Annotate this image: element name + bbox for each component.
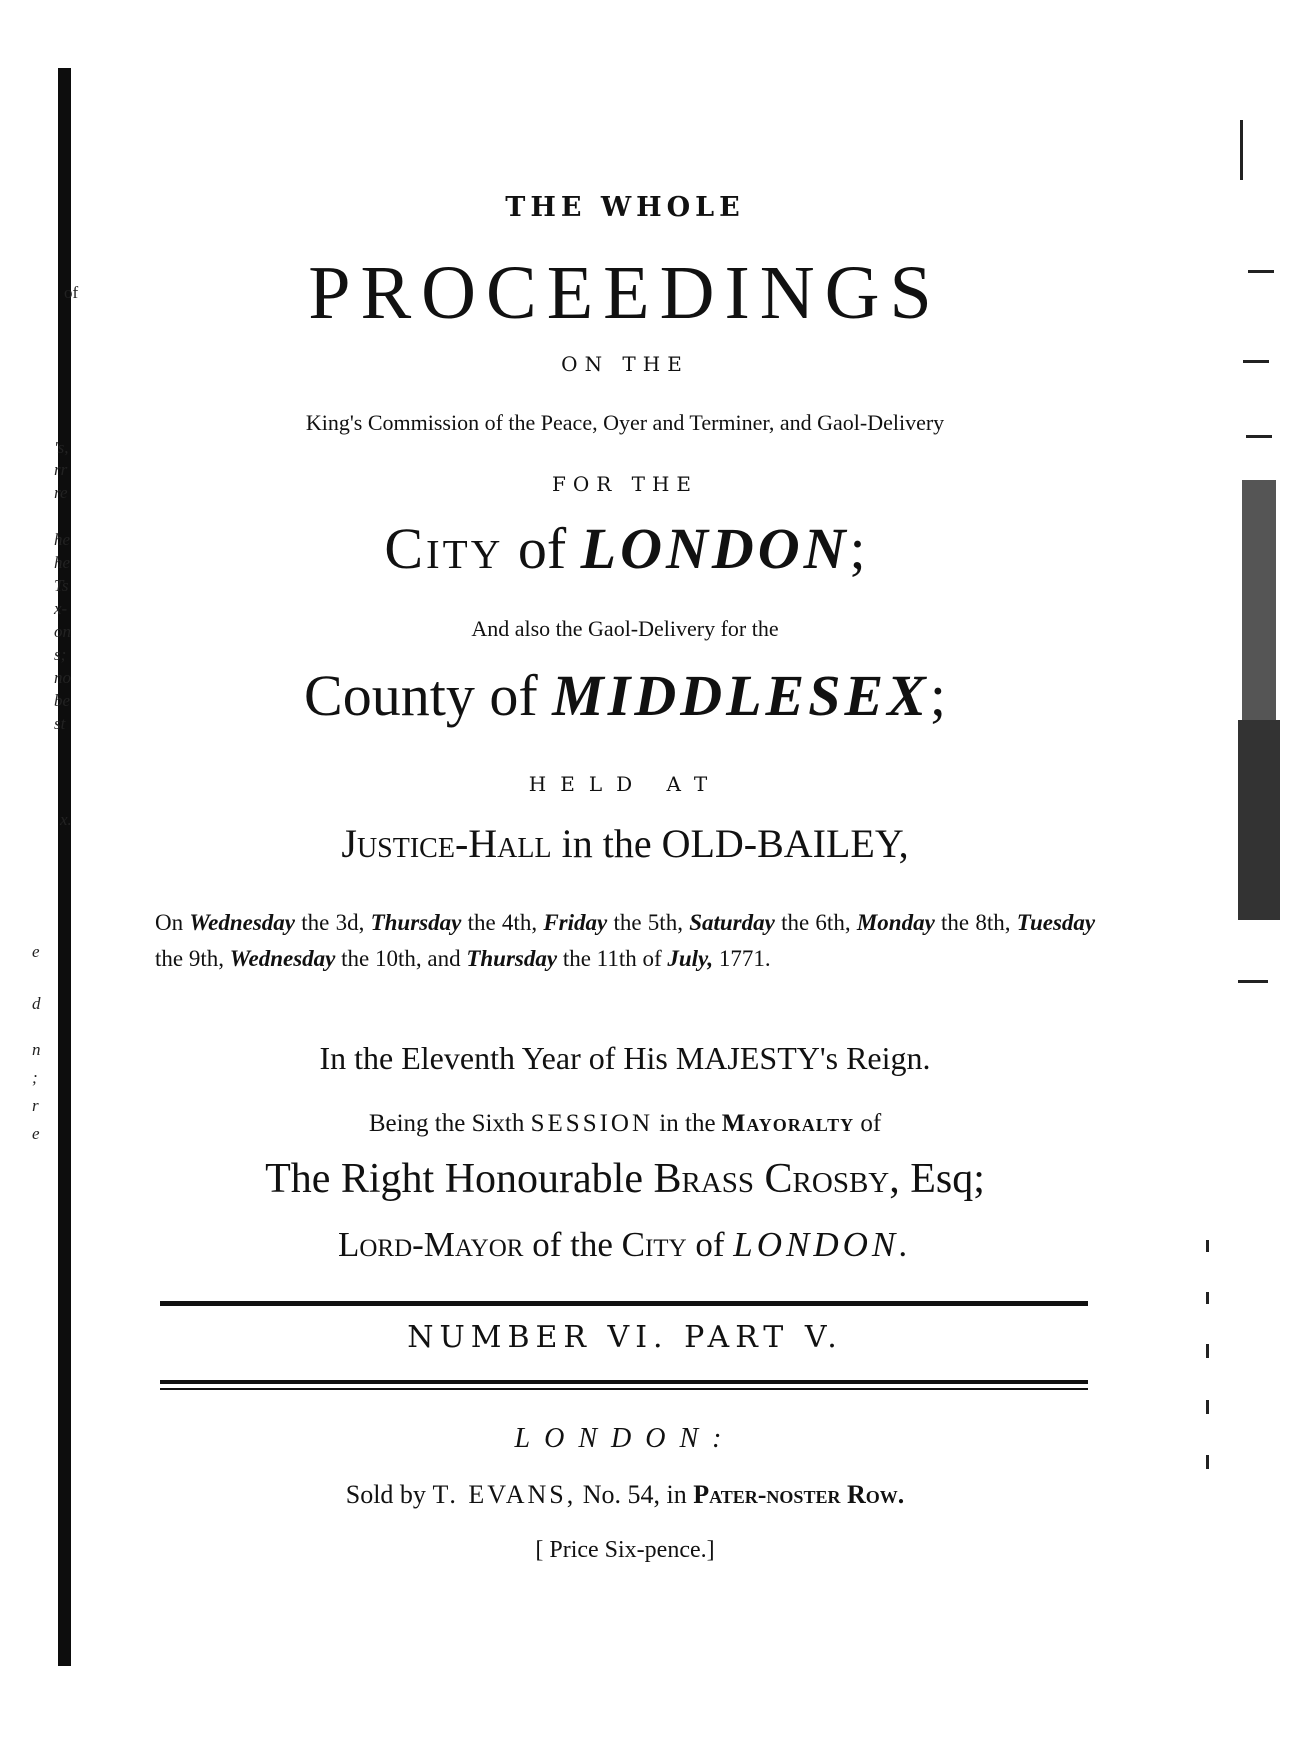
month-name: July, xyxy=(667,946,714,971)
day-name: Wednesday xyxy=(189,910,295,935)
top-rule xyxy=(160,1301,1088,1306)
justice-hall-line xyxy=(130,820,1120,867)
held-at-line: HELD AT xyxy=(528,772,722,796)
date-text: the 11th of xyxy=(562,946,662,971)
double-rule-thin xyxy=(160,1388,1088,1390)
edge-mark xyxy=(1238,980,1268,983)
session-text: in the xyxy=(659,1110,716,1137)
imprint-seller-line xyxy=(130,1480,1120,1510)
edge-mark xyxy=(1240,120,1243,180)
prev-page-fragment: x. xyxy=(60,810,72,829)
title-proceedings: PROCEEDINGS xyxy=(308,251,942,335)
session-text: of xyxy=(860,1110,882,1137)
date-text: the 6th, xyxy=(781,910,851,935)
imprint-text: Sold by xyxy=(345,1480,426,1509)
lord-text: of the xyxy=(532,1225,613,1264)
session-line xyxy=(130,1110,1120,1138)
prev-page-fragment: s; xyxy=(54,645,67,664)
edge-mark xyxy=(1206,1344,1209,1358)
prev-page-fragment: he xyxy=(54,530,71,549)
prev-page-fragment: re xyxy=(54,483,68,502)
double-rule-thick xyxy=(160,1380,1088,1384)
prev-page-fragment: ; xyxy=(32,1068,38,1087)
lord-mayor-word: Lord-Mayor xyxy=(337,1225,524,1264)
day-name: Saturday xyxy=(689,910,775,935)
of-word: of xyxy=(517,516,567,581)
prev-page-fragment: r xyxy=(32,1096,39,1115)
prev-page-fragment: he xyxy=(54,553,71,572)
edge-mark xyxy=(1206,1240,1209,1252)
mayor-name: Brass Crosby, xyxy=(653,1156,900,1202)
day-name: Wednesday xyxy=(229,946,336,971)
edge-mark xyxy=(1238,720,1280,920)
lord-text: of xyxy=(695,1225,725,1264)
county-middlesex-line xyxy=(130,662,1120,729)
session-word: SESSION xyxy=(530,1110,654,1137)
date-text: the 3d, xyxy=(301,910,365,935)
edge-mark xyxy=(1243,360,1269,363)
imprint-text: No. 54, in xyxy=(582,1480,687,1509)
prev-page-fragment: 's, xyxy=(54,438,69,457)
day-name: Monday xyxy=(856,910,935,935)
session-dates xyxy=(155,905,1095,977)
prev-page-fragment: e xyxy=(32,942,40,961)
next-page-edge xyxy=(1198,100,1278,1700)
day-name: Friday xyxy=(543,910,608,935)
price-line: [ Price Six-pence.] xyxy=(535,1537,715,1563)
prev-page-fragment: x- xyxy=(54,599,68,618)
seller-name: T. EVANS, xyxy=(432,1480,577,1509)
city-semicolon: ; xyxy=(849,516,866,581)
date-text: the 10th, and xyxy=(341,946,461,971)
prev-page-fragment: rr xyxy=(54,460,68,479)
title-line-whole: THE WHOLE xyxy=(505,192,745,223)
for-the-line: FOR THE xyxy=(551,472,699,496)
mayoralty-word: Mayoralty xyxy=(721,1110,855,1137)
date-text: the 5th, xyxy=(613,910,683,935)
city-word: City xyxy=(384,516,504,581)
honourable-line xyxy=(130,1155,1120,1203)
commission-line: King's Commission of the Peace, Oyer and Terminer, and Gaol-Delivery xyxy=(305,410,945,435)
justice-hall-words: Justice-Hall xyxy=(341,821,552,866)
city-word: City xyxy=(621,1225,687,1264)
edge-mark xyxy=(1206,1400,1209,1414)
date-text: the 8th, xyxy=(941,910,1011,935)
county-semicolon: ; xyxy=(929,663,946,728)
edge-mark xyxy=(1248,270,1274,273)
year-text: 1771. xyxy=(718,946,771,971)
london-word: LONDON. xyxy=(733,1225,913,1264)
prev-page-fragment: be xyxy=(54,691,71,710)
prev-page-fragment: of xyxy=(64,283,79,302)
number-part-line: NUMBER VI. PART V. xyxy=(407,1320,843,1355)
prev-page-fragment: Ts xyxy=(54,576,69,595)
date-text: the 9th, xyxy=(155,946,224,971)
lord-mayor-line xyxy=(130,1225,1120,1265)
prev-page-fragment: on xyxy=(54,622,71,641)
date-word: On xyxy=(155,910,184,935)
edge-mark xyxy=(1246,435,1272,438)
honourable-text: The Right Honourable xyxy=(265,1156,643,1202)
prev-page-fragment: no xyxy=(54,668,71,687)
prev-page-fragment: e xyxy=(32,1124,40,1143)
prev-page-fragment: n xyxy=(32,1040,41,1059)
title-on-the: ON THE xyxy=(561,352,689,376)
county-of-words: County of xyxy=(304,663,538,728)
day-name: Thursday xyxy=(370,910,462,935)
reign-line: In the Eleventh Year of His MAJESTY's Reign. xyxy=(319,1040,931,1076)
london-word: LONDON xyxy=(580,516,850,581)
gaol-delivery-line: And also the Gaol-Delivery for the xyxy=(471,616,779,641)
edge-mark xyxy=(1242,480,1276,720)
street-name: Pater-noster Row. xyxy=(693,1480,905,1509)
edge-mark xyxy=(1206,1292,1209,1304)
day-name: Tuesday xyxy=(1016,910,1096,935)
date-text: the 4th, xyxy=(467,910,538,935)
session-text: Being the Sixth xyxy=(368,1110,525,1137)
imprint-city: LONDON: xyxy=(514,1423,736,1454)
previous-page-edge xyxy=(22,0,79,1758)
city-of-london-line xyxy=(130,515,1120,582)
old-bailey-words: in the OLD-BAILEY, xyxy=(561,821,909,866)
edge-mark xyxy=(1206,1455,1209,1469)
day-name: Thursday xyxy=(466,946,558,971)
honourable-text: Esq; xyxy=(910,1156,985,1202)
middlesex-word: MIDDLESEX xyxy=(552,663,930,728)
prev-page-fragment: st xyxy=(54,714,66,733)
prev-page-fragment: d xyxy=(32,994,41,1013)
